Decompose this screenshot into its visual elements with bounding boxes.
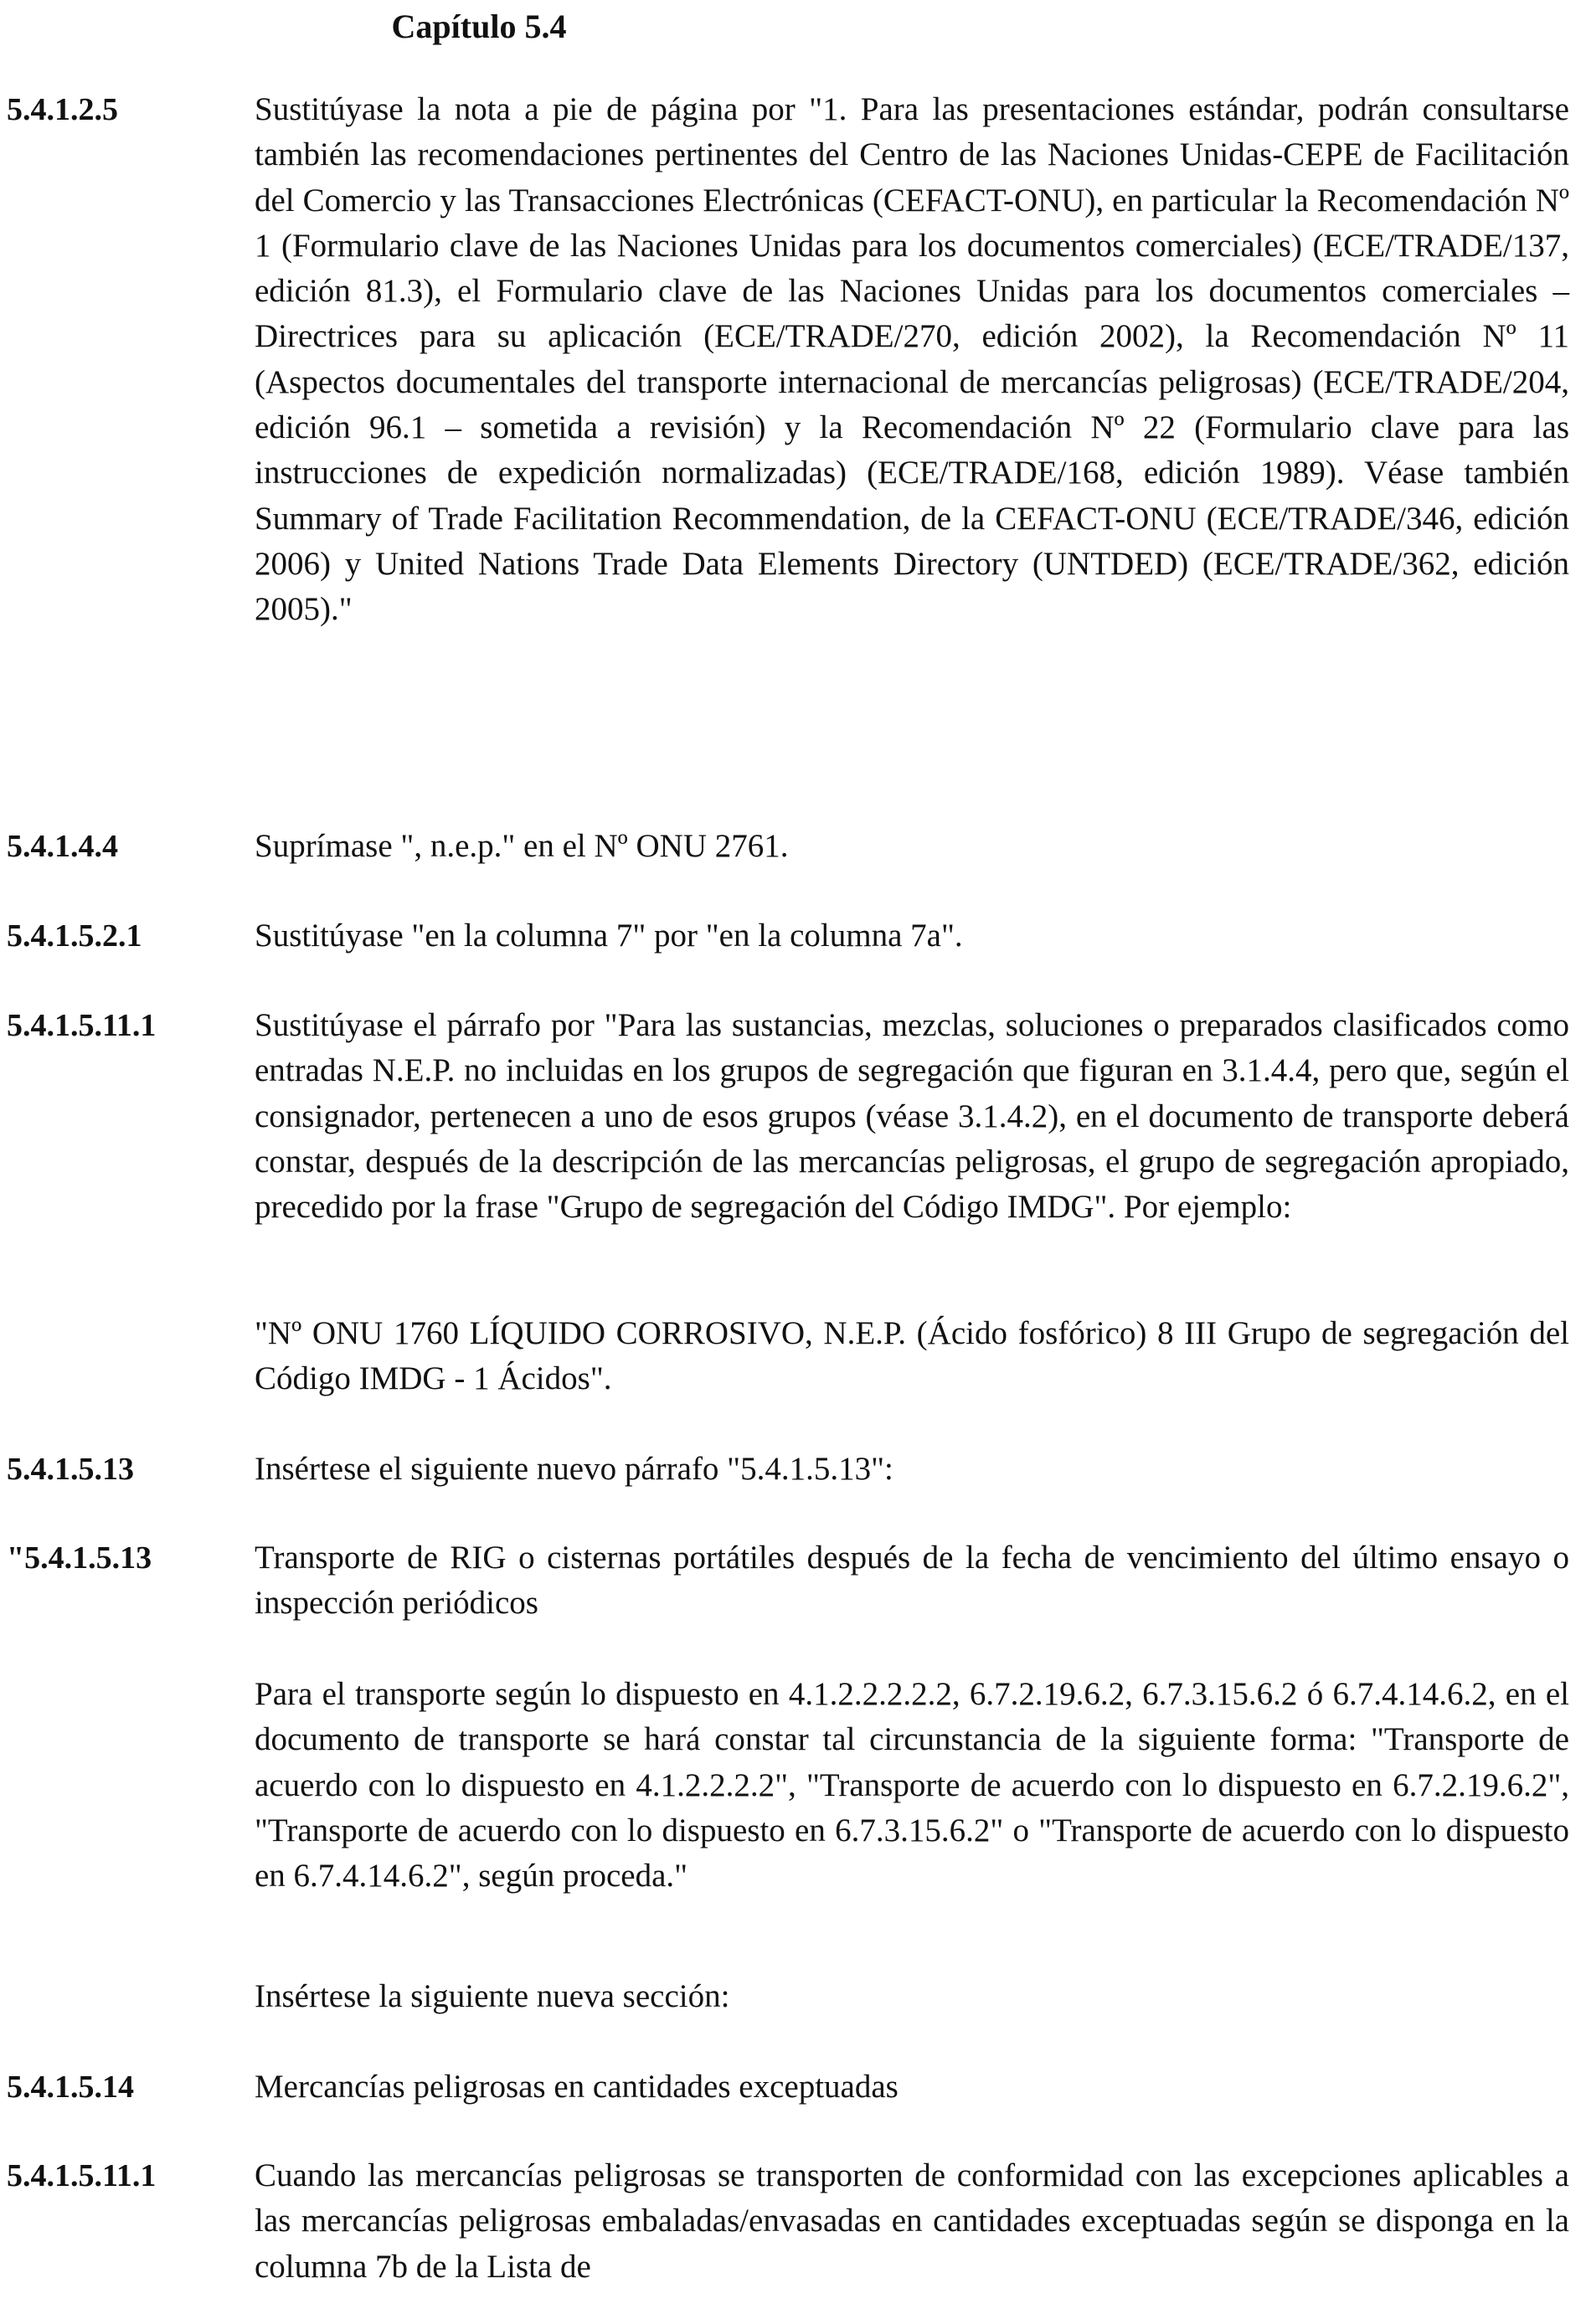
- section-text: Sustitúyase la nota a pie de página por "1. Para las presentaciones estándar, podrán consultarse también las recomendaciones pertinentes del Centro de las Naciones Unidas-CEPE de Facilitación del Comercio y las Transacciones Electrónicas (CEFACT-ONU), en particular la Recomendación Nº 1 (Formulario clave de las Naciones Unidas para los documentos comerciales) (ECE/TRADE/137, edición 81.3), el Formulario clave de las Naciones Unidas para los documentos comerciales – Directrices para su aplicación (ECE/TRADE/270, edición 2002), la Recomendación Nº 11 (Aspectos documentales del transporte internacional de mercancías peligrosas) (ECE/TRADE/204, edición 96.1 – sometida a revisión) y la Recomendación Nº 22 (Formulario clave para las instrucciones de expedición normalizadas) (ECE/TRADE/168, edición 1989). Véase también Summary of Trade Facilitation Recommendation, de la CEFACT-ONU (ECE/TRADE/346, edición 2006) y United Nations Trade Data Elements Directory (UNTDED) (ECE/TRADE/362, edición 2005).": [255, 91, 1569, 628]
- section-text: Sustitúyase "en la columna 7" por "en la columna 7a".: [255, 918, 963, 954]
- section-text: Insértese el siguiente nuevo párrafo "5.4.1.5.13":: [255, 1451, 893, 1487]
- section-number: 5.4.1.5.14: [7, 2069, 134, 2105]
- section-number: 5.4.1.5.2.1: [7, 918, 142, 954]
- section-number: 5.4.1.5.11.1: [7, 2158, 157, 2193]
- section-text: Para el transporte según lo dispuesto en 4.1.2.2.2.2.2, 6.7.2.19.6.2, 6.7.3.15.6.2 ó 6.7.4.14.6.2, en el documento de transporte se hará constar tal circunstancia de la siguiente forma: "Transporte de acuerdo con lo dispuesto en 4.1.2.2.2.2", "Transporte de acuerdo con lo dispuesto en 6.7.2.19.6.2", "Transporte de acuerdo con lo dispuesto en 6.7.3.15.6.2" o "Transporte de acuerdo con lo dispuesto en 6.7.4.14.6.2", según proceda.": [255, 1676, 1569, 1895]
- section-heading: Mercancías peligrosas en cantidades exceptuadas: [255, 2069, 899, 2105]
- example-text: "Nº ONU 1760 LÍQUIDO CORROSIVO, N.E.P. (Ácido fosfórico) 8 III Grupo de segregación del Código IMDG - 1 Ácidos".: [255, 1315, 1569, 1397]
- section-number: 5.4.1.2.5: [7, 92, 118, 127]
- section-text: Sustitúyase el párrafo por "Para las sustancias, mezclas, soluciones o preparados clasificados como entradas N.E.P. no incluidas en los grupos de segregación que figuran en 3.1.4.4, pero que, según el consignador, pertenecen a uno de esos grupos (véase 3.1.4.2), en el documento de transporte deberá constar, después de la descripción de las mercancías peligrosas, el grupo de segregación apropiado, precedido por la frase "Grupo de segregación del Código IMDG". Por ejemplo:: [255, 1007, 1569, 1226]
- section-number: 5.4.1.4.4: [7, 829, 118, 864]
- section-number: "5.4.1.5.13: [7, 1540, 152, 1576]
- section-number: 5.4.1.5.13: [7, 1452, 134, 1487]
- chapter-title: Capítulo 5.4: [391, 8, 567, 45]
- section-number: 5.4.1.5.11.1: [7, 1008, 157, 1043]
- section-text: Cuando las mercancías peligrosas se transporten de conformidad con las excepciones aplicables a las mercancías peligrosas embaladas/envasadas en cantidades exceptuadas según se disponga en la columna 7b de la Lista de: [255, 2157, 1569, 2285]
- section-heading: Transporte de RIG o cisternas portátiles después de la fecha de vencimiento del último ensayo o inspección periódicos: [255, 1540, 1569, 1622]
- section-text: Suprímase ", n.e.p." en el Nº ONU 2761.: [255, 828, 789, 864]
- section-text: Insértese la siguiente nueva sección:: [255, 1978, 730, 2014]
